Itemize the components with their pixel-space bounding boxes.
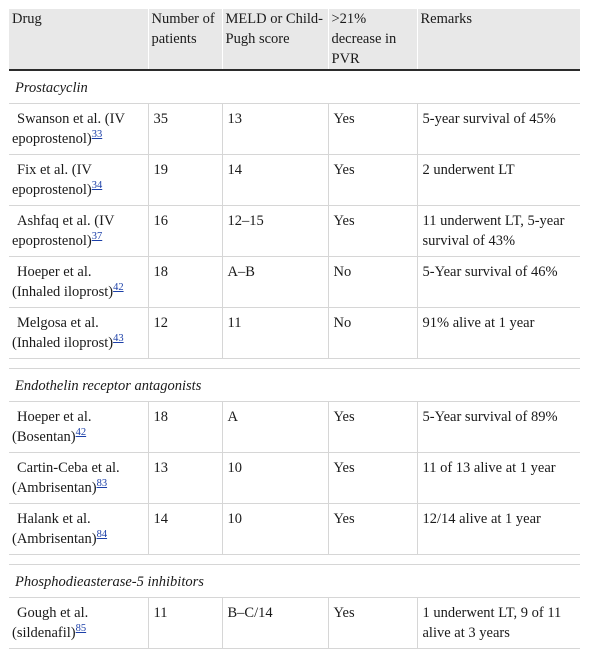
study-drug: (Bosentan) — [12, 429, 76, 445]
study-author: Halank et al. — [17, 511, 91, 527]
spacer-cell — [9, 359, 580, 369]
reference-link[interactable]: 37 — [91, 231, 103, 242]
pvr-decrease-cell: No — [328, 257, 417, 308]
reference-link[interactable]: 42 — [113, 282, 124, 293]
number-of-patients-cell: 18 — [148, 402, 222, 453]
study-author: Gough et al. — [17, 605, 89, 621]
study-drug: (Ambrisentan) — [12, 480, 97, 496]
number-of-patients-cell: 18 — [148, 257, 222, 308]
study-drug: epoprostenol) — [12, 182, 92, 198]
study-drug-line — [12, 478, 144, 498]
study-drug-line — [12, 282, 144, 302]
study-drug-line — [12, 623, 144, 643]
section-spacer — [9, 555, 580, 565]
study-author: Hoeper et al. — [17, 264, 92, 280]
header-number-of-patients: Number of patients — [148, 9, 222, 70]
score-cell: A–B — [222, 257, 328, 308]
table-row — [9, 504, 580, 555]
study-drug-line — [12, 129, 144, 149]
study-author: Swanson et al. (IV — [17, 111, 125, 127]
study-drug: (Inhaled iloprost) — [12, 284, 114, 300]
section-title: Prostacyclin — [9, 70, 580, 104]
pvr-decrease-cell: Yes — [328, 598, 417, 649]
drug-study-cell — [9, 308, 148, 359]
table-row — [9, 453, 580, 504]
table-row — [9, 402, 580, 453]
remarks-cell: 12/14 alive at 1 year — [417, 504, 580, 555]
drug-study-cell — [9, 453, 148, 504]
score-cell: 14 — [222, 155, 328, 206]
header-pvr-decrease: >21% decrease in PVR — [328, 9, 417, 70]
section-title: Phosphodieasterase-5 inhibitors — [9, 565, 580, 598]
number-of-patients-cell: 16 — [148, 206, 222, 257]
study-drug-line — [12, 231, 144, 251]
study-drug-line — [12, 529, 144, 549]
remarks-cell: 5-year survival of 45% — [417, 104, 580, 155]
drug-study-cell — [9, 257, 148, 308]
study-drug: (Inhaled iloprost) — [12, 335, 114, 351]
drug-study-cell — [9, 206, 148, 257]
pvr-decrease-cell: Yes — [328, 453, 417, 504]
table-row — [9, 155, 580, 206]
remarks-cell: 1 underwent LT, 9 of 11 alive at 3 years — [417, 598, 580, 649]
number-of-patients-cell: 35 — [148, 104, 222, 155]
table-row — [9, 308, 580, 359]
reference-link[interactable]: 85 — [75, 623, 87, 634]
table-row — [9, 104, 580, 155]
study-drug: epoprostenol) — [12, 131, 92, 147]
remarks-cell: 11 of 13 alive at 1 year — [417, 453, 580, 504]
number-of-patients-cell: 12 — [148, 308, 222, 359]
score-cell: 13 — [222, 104, 328, 155]
pvr-decrease-cell: Yes — [328, 206, 417, 257]
study-author: Hoeper et al. — [17, 409, 92, 425]
score-cell: 12–15 — [222, 206, 328, 257]
drug-study-cell — [9, 598, 148, 649]
pvr-decrease-cell: No — [328, 308, 417, 359]
number-of-patients-cell: 19 — [148, 155, 222, 206]
pvr-decrease-cell: Yes — [328, 402, 417, 453]
reference-link[interactable]: 33 — [91, 129, 103, 140]
score-cell: 10 — [222, 453, 328, 504]
study-author: Fix et al. (IV — [17, 162, 92, 178]
reference-link[interactable]: 43 — [113, 333, 124, 344]
spacer-cell — [9, 555, 580, 565]
pvr-decrease-cell: Yes — [328, 155, 417, 206]
remarks-cell: 91% alive at 1 year — [417, 308, 580, 359]
remarks-cell: 11 underwent LT, 5-year survival of 43% — [417, 206, 580, 257]
study-drug: epoprostenol) — [12, 233, 92, 249]
table-row — [9, 257, 580, 308]
study-drug: (Ambrisentan) — [12, 531, 97, 547]
study-drug-line — [12, 180, 144, 200]
study-author: Cartin-Ceba et al. — [17, 460, 120, 476]
study-drug-line — [12, 427, 144, 447]
section-heading-row — [9, 565, 580, 598]
pvr-decrease-cell: Yes — [328, 104, 417, 155]
score-cell: B–C/14 — [222, 598, 328, 649]
header-meld-child-pugh-score: MELD or Child-Pugh score — [222, 9, 328, 70]
pvr-decrease-cell: Yes — [328, 504, 417, 555]
study-author: Melgosa et al. — [17, 315, 99, 331]
reference-link[interactable]: 34 — [91, 180, 103, 191]
number-of-patients-cell: 13 — [148, 453, 222, 504]
study-drug: (sildenafil) — [12, 625, 76, 641]
number-of-patients-cell: 11 — [148, 598, 222, 649]
table-header — [9, 9, 580, 70]
remarks-cell: 2 underwent LT — [417, 155, 580, 206]
header-row — [9, 9, 580, 70]
section-title: Endothelin receptor antagonists — [9, 369, 580, 402]
pulmonary-hypertension-treatment-table — [9, 9, 580, 649]
study-author: Ashfaq et al. (IV — [17, 213, 115, 229]
score-cell: 10 — [222, 504, 328, 555]
table-row — [9, 206, 580, 257]
score-cell: A — [222, 402, 328, 453]
section-spacer — [9, 359, 580, 369]
section-heading-row — [9, 369, 580, 402]
drug-study-cell — [9, 155, 148, 206]
study-drug-line — [12, 333, 144, 353]
header-remarks: Remarks — [417, 9, 580, 70]
drug-study-cell — [9, 402, 148, 453]
reference-link[interactable]: 42 — [75, 427, 87, 438]
remarks-cell: 5-Year survival of 46% — [417, 257, 580, 308]
reference-link[interactable]: 84 — [96, 529, 108, 540]
reference-link[interactable]: 83 — [96, 478, 108, 489]
drug-study-cell — [9, 504, 148, 555]
number-of-patients-cell: 14 — [148, 504, 222, 555]
drug-study-cell — [9, 104, 148, 155]
header-drug: Drug — [9, 9, 148, 70]
section-heading-row — [9, 70, 580, 104]
table-row — [9, 598, 580, 649]
score-cell: 11 — [222, 308, 328, 359]
remarks-cell: 5-Year survival of 89% — [417, 402, 580, 453]
table-body — [9, 70, 580, 649]
